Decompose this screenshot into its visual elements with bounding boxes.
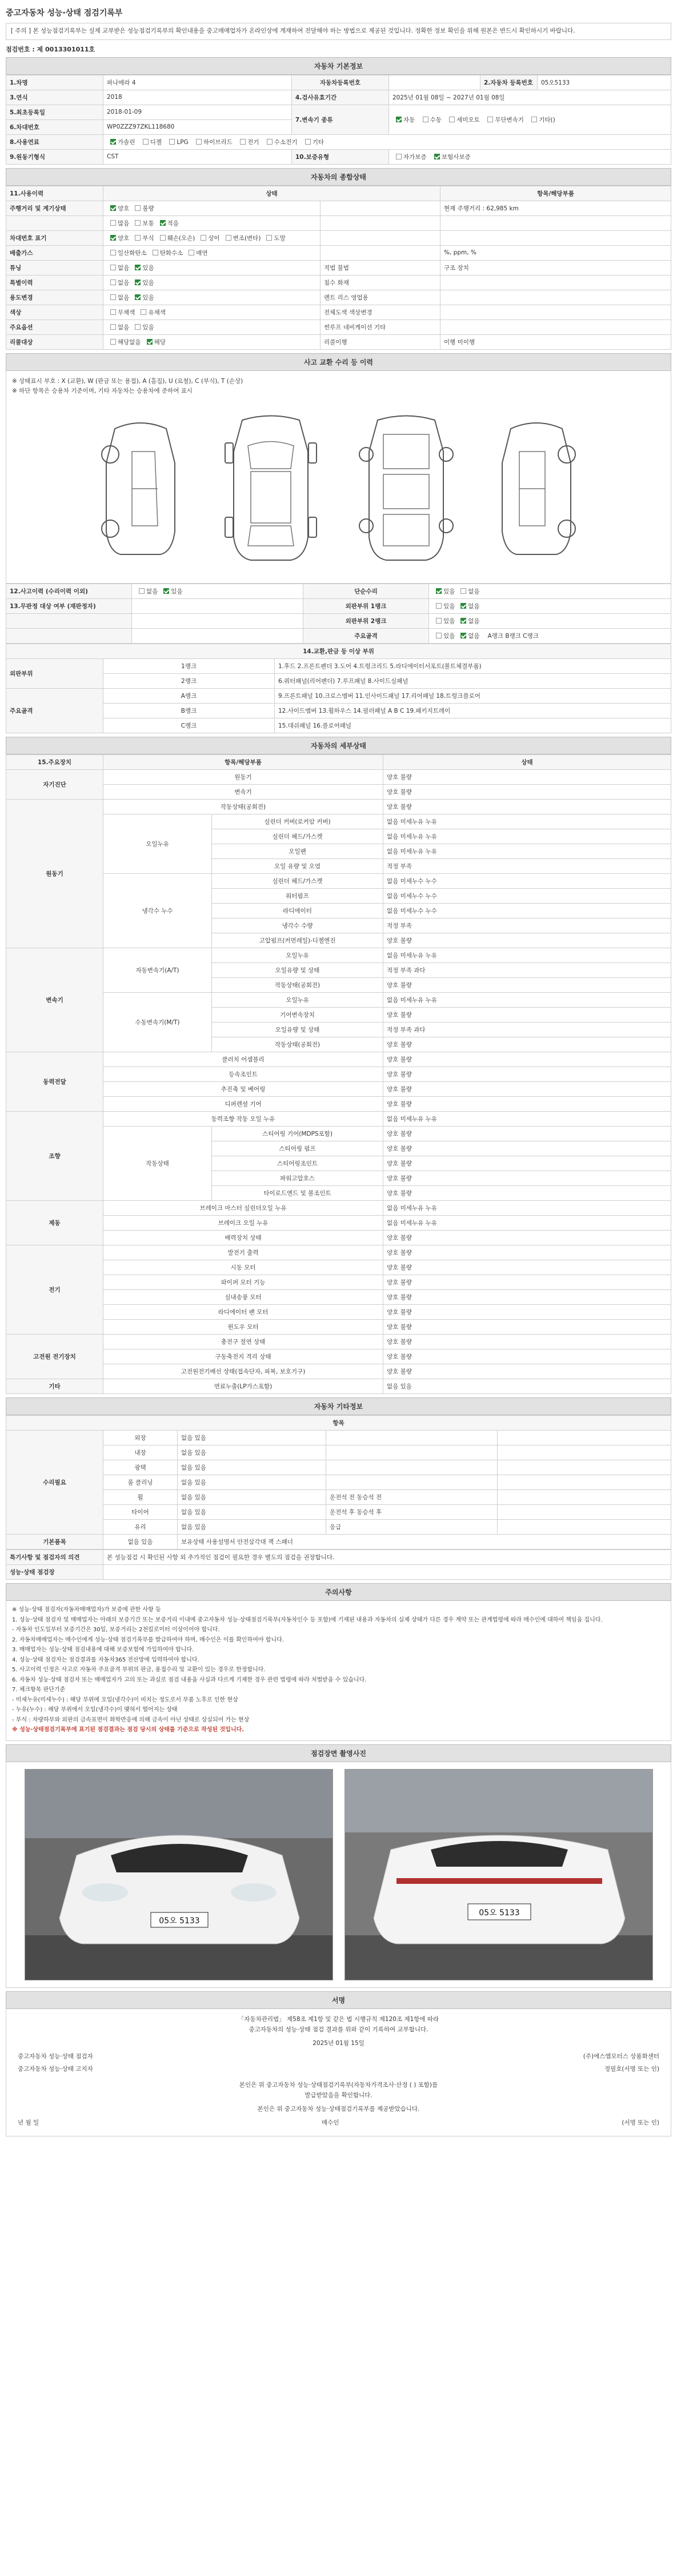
checkbox-option: 없음 <box>107 278 129 287</box>
table-row: 파워고압호스 양호 불량 <box>6 1171 671 1186</box>
table-row: 3.연식 2018 4.검사유효기간 2025년 01월 08일 ~ 2027년 01월 08일 <box>6 90 671 105</box>
table-row: 8.사용연료 가솔린 디젤 LPG 하이브리드 전기 수소전기 기타 <box>6 134 671 149</box>
note-line: - 미세누유(미세누수) : 해당 부위에 오일(냉각수)이 비치는 정도로서 부품 노후로 인한 현상 <box>12 1696 238 1703</box>
checkbox-option: 없음 <box>107 263 129 272</box>
checkbox-option: 해당없음 <box>107 338 141 346</box>
table-row: 라디에이터 없음 미세누수 누수 <box>6 904 671 918</box>
checkbox-icon <box>201 235 206 241</box>
basic-info-table <box>6 75 671 165</box>
status-legend: ※ 상태표시 부호 : X (교환), W (판금 또는 용접), A (흠집), U (요철), C (부식), T (손상) ※ 하단 항목은 승용차 기준이며, 기타 자동차는 승용차에 준하여 표시 <box>12 377 243 394</box>
table-row: 외판부위 1랭크 1.후드 2.프론트펜더 3.도어 4.트렁크리드 5.라디에이터서포트(볼트체결부품) <box>6 659 671 674</box>
checkbox-icon <box>436 618 442 624</box>
checkbox-icon <box>135 235 141 241</box>
document-title: 중고자동차 성능·상태 점검기록부 <box>6 9 123 18</box>
table-row: 스티어링조인트 양호 불량 <box>6 1156 671 1171</box>
special-notes-table <box>6 1549 671 1580</box>
table-row: 스티어링 펌프 양호 불량 <box>6 1141 671 1156</box>
table-row: 기어변속장치 양호 불량 <box>6 1008 671 1023</box>
checkbox-icon <box>135 294 141 300</box>
table-row: 냉각수 수량 적정 부족 <box>6 918 671 933</box>
plate-front-text: 05오 5133 <box>158 1916 200 1926</box>
checkbox-icon <box>147 339 153 345</box>
checkbox-option: 있음 <box>432 587 455 596</box>
note-line: 1. 성능·상태 점검자 및 매매업자는 아래의 보증기간 또는 보증거리 이내에 중고자동차 성능·상태점검기록부(자동차인수 등 포함)에 기재된 내용과 자동차의 실제 상태가 다른 경우 계약 또는 관계법령에 따라 매수인에 대하여 책임을 집니다. <box>12 1616 603 1623</box>
table-row: 고전원전기배선 상태(접속단자, 피복, 보호기구) 양호 불량 <box>6 1364 671 1379</box>
table-row: 오일 유량 및 오염 적정 부족 <box>6 859 671 874</box>
checkbox-icon <box>110 250 116 255</box>
checkbox-option: 유채색 <box>137 308 165 317</box>
checkbox-icon <box>460 618 466 624</box>
checkbox-option: 불량 <box>131 204 154 213</box>
car-side-right-icon <box>494 417 579 560</box>
checkbox-option: 있음 <box>432 632 455 640</box>
checkbox-option: 훼손(오손) <box>157 234 195 242</box>
table-row: 외판부위 2랭크 있음 없음 <box>6 614 671 629</box>
table-row: 실내송풍 모터 양호 불량 <box>6 1290 671 1305</box>
table-row: 조향 동력조향 작동 오일 누유 없음 미세누유 누유 <box>6 1112 671 1127</box>
warranty-options: 자가보증 보험사보증 <box>389 149 671 164</box>
table-row: 2랭크 6.쿼터패널(리어펜더) 7.루프패널 8.사이드실패널 <box>6 674 671 689</box>
note-line: - 자동차 인도일부터 보증기간은 30일, 보증거리는 2천킬로미터 이상이어야 합니다. <box>12 1627 220 1634</box>
table-row: 유리 없음 있음 응급 <box>6 1520 671 1535</box>
section-signature: 서명 <box>6 1991 671 2009</box>
table-row: 시동 모터 양호 불량 <box>6 1260 671 1275</box>
table-row: 디퍼렌셜 기어 양호 불량 <box>6 1097 671 1112</box>
table-row: 14.교환,판금 등 이상 부위 <box>6 644 671 659</box>
checkbox-option: 변조(변타) <box>222 234 261 242</box>
table-row: 라디에이터 팬 모터 양호 불량 <box>6 1305 671 1320</box>
section-other-info: 자동차 기타정보 <box>6 1397 671 1415</box>
general-status-table <box>6 186 671 350</box>
table-row: 오일누유 실린더 커버(로커암 커버) 없음 미세누유 누유 <box>6 814 671 829</box>
table-row: 튜닝 없음 있음 적법 불법 구조 장치 <box>6 260 671 275</box>
checkbox-icon <box>189 250 194 255</box>
table-row: 윈도우 모터 양호 불량 <box>6 1320 671 1335</box>
other-info-table <box>6 1415 671 1549</box>
checkbox-icon <box>110 279 116 285</box>
checkbox-icon <box>135 279 141 285</box>
table-row: 리콜대상 해당없음 해당 리콜이행 이행 미이행 <box>6 334 671 349</box>
table-row: 6.차대번호 WP0ZZZ97ZKL118680 <box>6 119 671 134</box>
photo-rear <box>344 1769 653 1980</box>
checkbox-icon <box>110 220 116 226</box>
checkbox-option: 없음 <box>457 602 479 610</box>
table-row: 색상 무채색 유채색 전체도색 색상변경 <box>6 305 671 319</box>
table-row: 룸 클리닝 없음 있음 <box>6 1475 671 1490</box>
checkbox-icon <box>160 220 166 226</box>
table-row: 배력장치 상태 양호 불량 <box>6 1231 671 1245</box>
table-row: 오일팬 없음 미세누유 누유 <box>6 844 671 859</box>
note-warning: ※ 성능·상태점검기록부에 표기된 점검결과는 점검 당시의 상태를 기준으로 작성된 것입니다. <box>12 1727 245 1734</box>
section-general-status: 자동차의 종합상태 <box>6 168 671 186</box>
checkbox-icon <box>139 588 145 594</box>
checkbox-option: 무채색 <box>107 308 135 317</box>
table-row: 작동상태 스티어링 기어(MDPS포함) 양호 불량 <box>6 1127 671 1141</box>
table-row: 오일유량 및 상태 적정 부족 과다 <box>6 963 671 978</box>
note-line: ※ 성능·상태 점검자(자동차매매업자)가 보증에 관한 사항 등 <box>12 1607 161 1614</box>
car-diagram <box>12 400 665 577</box>
transmission-options: 자동 수동 세미오토 무단변속기 기타() <box>389 105 671 134</box>
checkbox-icon <box>460 603 466 609</box>
checkbox-option: 없음 <box>107 293 129 302</box>
note-line: 5. 사고이력 인정은 사고로 자동차 주요골격 부위의 판금, 용접수리 및 교환이 있는 경우로 한정합니다. <box>12 1667 266 1674</box>
checkbox-icon <box>460 588 466 594</box>
checkbox-icon <box>460 633 466 638</box>
checkbox-icon <box>436 633 442 638</box>
table-row: 실린더 헤드/가스켓 없음 미세누유 누유 <box>6 829 671 844</box>
checkbox-icon <box>135 205 141 211</box>
table-row: 9.원동기형식 CST 10.보증유형 자가보증 보험사보증 <box>6 149 671 164</box>
table-row: 항목 <box>6 1416 671 1431</box>
table-row: 작동상태(공회전) 양호 불량 <box>6 1037 671 1052</box>
table-row: 타이어 없음 있음 운전석 후 동승석 후 <box>6 1505 671 1520</box>
checkbox-icon <box>141 309 146 315</box>
checkbox-option: 있음 <box>131 263 154 272</box>
plate-rear-text: 05오 5133 <box>478 1908 520 1918</box>
table-row: 주요골격 A랭크 9.프론트패널 10.크로스멤버 11.인사이드패널 17.리어패널 18.트렁크플로어 <box>6 689 671 704</box>
table-row: 배출가스 일산화탄소 탄화수소 매연 %, ppm, % <box>6 245 671 260</box>
checkbox-option: 적음 <box>157 219 179 227</box>
car-top-front-icon <box>222 412 319 566</box>
checkbox-icon <box>110 339 116 345</box>
checkbox-option: 있음 <box>131 278 154 287</box>
table-row: 13.무판정 대상 여부 (재판정자) 외판부위 1랭크 있음 없음 <box>6 599 671 614</box>
checkbox-option: 많음 <box>107 219 129 227</box>
section-photos: 점검장면 촬영사진 <box>6 1744 671 1762</box>
checkbox-option: 도말 <box>263 234 285 242</box>
checkbox-icon <box>110 265 116 270</box>
table-row: 고전원 전기장치 충전구 절연 상태 양호 불량 <box>6 1335 671 1349</box>
table-row: 1.차명 파나메라 4 자동차등록번호 2.자동차 등록번호 05오5133 <box>6 75 671 90</box>
checkbox-option: 부식 <box>131 234 154 242</box>
damage-diagram-box <box>6 371 671 584</box>
table-row: 주요옵션 없음 있음 썬루프 네비게이션 기타 <box>6 319 671 334</box>
checkbox-icon <box>110 205 116 211</box>
note-line: 6. 자동차 성능·상태 점검자 또는 매매업자가 고의 또는 과실로 점검 내용을 사실과 다르게 기재한 경우 관련 법령에 따라 처벌받을 수 있습니다. <box>12 1676 367 1683</box>
section-basic-info: 자동차 기본정보 <box>6 57 671 75</box>
table-row: 오일유량 및 상태 적정 부족 과다 <box>6 1023 671 1037</box>
checkbox-icon <box>110 294 116 300</box>
checkbox-icon <box>266 235 272 241</box>
checkbox-option: 양호 <box>107 204 129 213</box>
note-line: - 누유(누수) : 해당 부위에서 오일(냉각수)이 맺혀서 떨어지는 상태 <box>12 1707 178 1714</box>
table-row: 휠 없음 있음 운전석 전 동승석 전 <box>6 1490 671 1505</box>
car-rear-photo-icon <box>345 1770 653 1980</box>
checkbox-option: 탄화수소 <box>149 249 183 257</box>
table-row: 자기진단 원동기 양호 불량 <box>6 770 671 785</box>
table-row: 광택 없음 있음 <box>6 1460 671 1475</box>
table-row: C랭크 15.대쉬패널 16.플로어패널 <box>6 718 671 733</box>
table-row: 워터펌프 없음 미세누수 누수 <box>6 889 671 904</box>
checkbox-option: 매연 <box>185 249 207 257</box>
table-row: 성능·상태 점검장 <box>6 1565 671 1580</box>
checkbox-icon <box>135 265 141 270</box>
checkbox-icon <box>110 324 116 330</box>
checkbox-option: 없음 <box>457 587 479 596</box>
section-notes: 주의사항 <box>6 1583 671 1601</box>
checkbox-option: 보통 <box>131 219 154 227</box>
table-row: 제동 브레이크 마스터 실린더오일 누유 없음 미세누유 누유 <box>6 1201 671 1216</box>
table-row: 등속조인트 양호 불량 <box>6 1067 671 1082</box>
checkbox-option: 없음 <box>457 617 479 625</box>
table-row: 주요골격 있음 없음 A랭크 B랭크 C랭크 <box>6 629 671 644</box>
damage-rank-table <box>6 644 671 733</box>
notes-box <box>6 1601 671 1741</box>
table-row: 특기사항 및 점검자의 의견 본 성능점검 시 확인된 사항 외 추가적인 점검이 필요한 경우 별도의 점검을 권장합니다. <box>6 1550 671 1565</box>
table-row: 차대번호 표기 양호 부식 훼손(오손) 상이 변조(변타) 도말 <box>6 230 671 245</box>
table-row: 작동상태(공회전) 양호 불량 <box>6 978 671 993</box>
note-line: - 부식 : 차량하부와 외판의 금속표면이 화학반응에 의해 금속이 아닌 상태로 상실되어 가는 현상 <box>12 1716 250 1723</box>
photo-front <box>25 1769 333 1980</box>
checkbox-icon <box>110 235 116 241</box>
notice-box: [ 주의 ] 본 성능점검기록부는 실제 교부받은 성능점검기록부의 확인내용을 중고매매업자가 온라인상에 게재하여 전달해야 하는 방법으로 제공된 것입니다. 정확한 정보 확인을 위해 원본은 반드시 확인하시기 바랍니다. <box>6 23 671 40</box>
checkbox-option: 일산화탄소 <box>107 249 147 257</box>
section-accident-history: 사고 교환 수리 등 이력 <box>6 353 671 371</box>
checkbox-icon <box>110 309 116 315</box>
table-row: 주행거리 및 계기상태 양호 불량 현재 주행거리 : 62,985 km <box>6 201 671 215</box>
table-row: 15.주요장치 항목/해당부품 상태 <box>6 755 671 770</box>
checkbox-option: 있음 <box>160 587 182 596</box>
note-line: 7. 체크항목 판단기준 <box>12 1687 66 1694</box>
table-row: B랭크 12.사이드멤버 13.휠하우스 14.필러패널 A B C 19.패키지트레이 <box>6 704 671 718</box>
table-row: 브레이크 오일 누유 없음 미세누유 누유 <box>6 1216 671 1231</box>
signature-box: 「자동차관리법」 제58조 제1항 및 같은 법 시행규칙 제120조 제1항에 따라 중고자동차의 성능·상태 점검 결과를 위와 같이 기록하여 교부합니다. 2025년 01월 15일 중고자동차 성능·상태 점검자 (주)에스엠모터스 상품화센터 중고자동차 성능·상태 고지자 정필호(서명 또는 인) 본인은 위 중고자동차 성능·상태점검기록부(자동차가격조사·산정 ( ) 포함)를 발급받았음을 확인합니다. 본인은 위 중고자동차 성능·상태점검기록부를 제공받았습니다. 년 월 일 매수인 (서명 또는 인) <box>6 2009 671 2137</box>
table-row: 기타 연료누출(LP가스포함) 없음 있음 <box>6 1379 671 1394</box>
table-row: 11.사용이력 상태 항목/해당부품 <box>6 186 671 201</box>
accident-history-table <box>6 584 671 644</box>
table-row: 변속기 양호 불량 <box>6 785 671 800</box>
checkbox-option: 있음 <box>131 323 154 332</box>
checkbox-option: 있음 <box>131 293 154 302</box>
checkbox-option: 있음 <box>432 602 455 610</box>
checkbox-option: 양호 <box>107 234 129 242</box>
checkbox-option: 없음 <box>107 323 129 332</box>
checkbox-option: 있음 <box>432 617 455 625</box>
section-detail-status: 자동차의 세부상태 <box>6 737 671 754</box>
car-side-left-icon <box>98 417 183 560</box>
checkbox-icon <box>436 603 442 609</box>
table-row: 타이로드엔드 및 볼조인트 양호 불량 <box>6 1186 671 1201</box>
table-row: 냉각수 누수 실린더 헤드/가스켓 없음 미세누수 누수 <box>6 874 671 889</box>
checkbox-icon <box>135 220 141 226</box>
table-row: 와이퍼 모터 기능 양호 불량 <box>6 1275 671 1290</box>
table-row: 동력전달 클러치 어셈블리 양호 불량 <box>6 1052 671 1067</box>
checkbox-icon <box>436 588 442 594</box>
checkbox-option: 상이 <box>197 234 219 242</box>
table-row: 5.최초등록일 2018-01-09 7.변속기 종류 자동 수동 세미오토 무단변속기 기타() <box>6 105 671 119</box>
note-line: 2. 자동차매매업자는 매수인에게 성능·상태 점검기록부를 발급하여야 하며, 매수인은 이를 확인하여야 합니다. <box>12 1636 284 1643</box>
table-row: 내장 없음 있음 <box>6 1445 671 1460</box>
table-row: 특별이력 없음 있음 침수 화재 <box>6 275 671 290</box>
checkbox-icon <box>135 324 141 330</box>
car-top-rear-icon <box>358 412 455 566</box>
detail-status-table <box>6 754 671 1394</box>
checkbox-icon <box>153 250 158 255</box>
table-row: 수동변속기(M/T) 오일누유 없음 미세누유 누유 <box>6 993 671 1008</box>
table-row: 기본품목 없음 있음 보유상태 사용설명서 안전삼각대 잭 스패너 <box>6 1535 671 1549</box>
checkbox-icon <box>160 235 166 241</box>
table-row: 원동기 작동상태(공회전) 양호 불량 <box>6 800 671 814</box>
table-row: 전기 발전기 출력 양호 불량 <box>6 1245 671 1260</box>
table-row: 고압펌프(커먼레일)-디젤엔진 양호 불량 <box>6 933 671 948</box>
checkbox-icon <box>163 588 169 594</box>
table-row: 수리필요 외장 없음 있음 <box>6 1431 671 1445</box>
inspection-photos <box>6 1762 671 1988</box>
car-front-photo-icon <box>25 1770 333 1980</box>
table-row: 12.사고이력 (수리이력 이외) 없음 있음 단순수리 있음 없음 <box>6 584 671 599</box>
checkbox-option: 없음 <box>135 587 158 596</box>
table-row: 용도변경 없음 있음 렌트 리스 영업용 <box>6 290 671 305</box>
table-row: 구동축전지 격리 상태 양호 불량 <box>6 1349 671 1364</box>
table-row: 변속기 자동변속기(A/T) 오일누유 없음 미세누유 누유 <box>6 948 671 963</box>
checkbox-icon <box>226 235 231 241</box>
note-line: 3. 매매업자는 성능·상태 점검내용에 대해 보증보험에 가입하여야 합니다. <box>12 1647 194 1654</box>
certificate-number: 점검번호 : 제 0013301011호 <box>6 45 95 53</box>
table-row <box>6 215 671 230</box>
checkbox-option: 없음 <box>457 632 479 640</box>
note-line: 4. 성능·상태 점검자는 점검결과를 자동차365 전산망에 입력하여야 합니다. <box>12 1656 199 1663</box>
fuel-options: 가솔린 디젤 LPG 하이브리드 전기 수소전기 기타 <box>103 134 671 149</box>
checkbox-option: 해당 <box>143 338 166 346</box>
table-row: 추진축 및 베어링 양호 불량 <box>6 1082 671 1097</box>
